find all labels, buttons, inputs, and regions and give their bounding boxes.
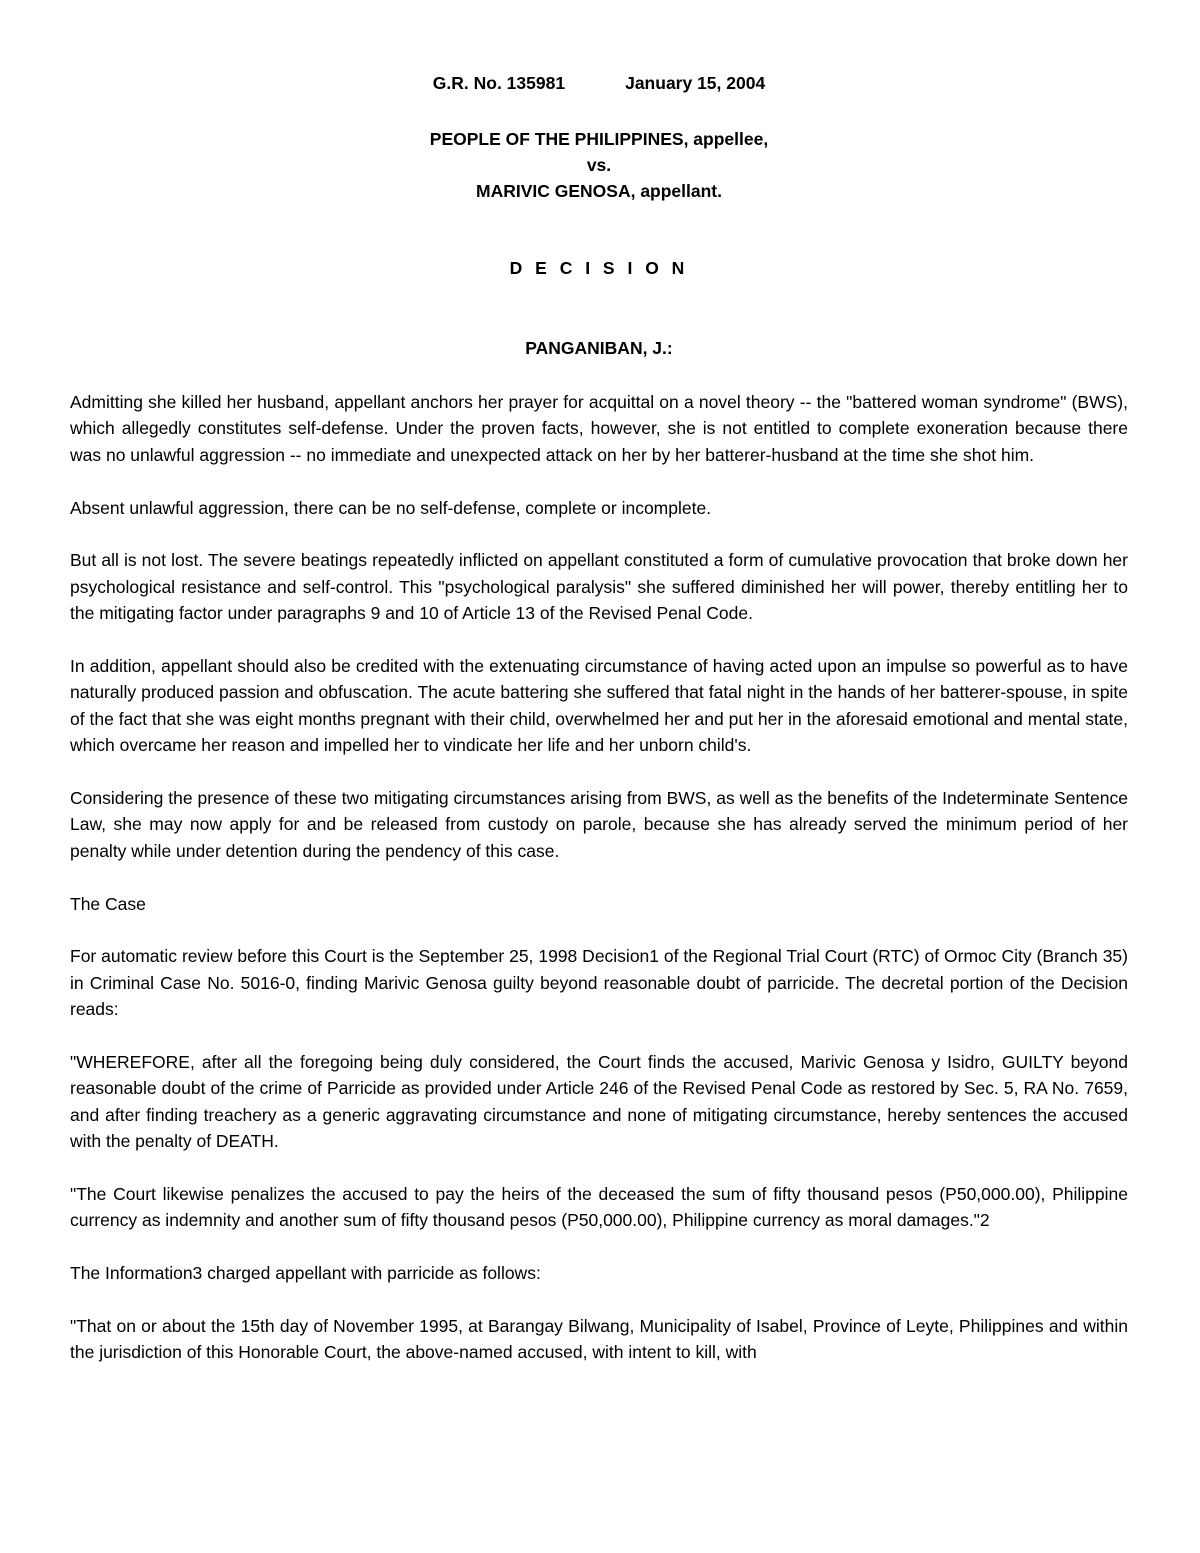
appellant-line: MARIVIC GENOSA, appellant.: [476, 181, 722, 201]
paragraph: Absent unlawful aggression, there can be no self-defense, complete or incomplete.: [70, 497, 712, 518]
decision-date: January 15, 2004: [625, 73, 766, 93]
quoted-paragraph: "That on or about the 15th day of November 1995, at Barangay Bilwang, Municipality of Isabel, Province of Leyte, Philippines and within the jurisdiction of this Honorable Court, the above-named accused, with intent to kill, with: [70, 1316, 1128, 1363]
paragraph: Considering the presence of these two mitigating circumstances arising from BWS, as well as the benefits of the Indeterminate Sentence Law, she may now apply for and be released from custody on parole, because she has already served the minimum period of her penalty while under detention during the pendency of this case.: [70, 788, 1128, 861]
decision-heading: D E C I S I O N: [509, 258, 689, 278]
appellee-line: PEOPLE OF THE PHILIPPINES, appellee,: [429, 129, 769, 149]
paragraph: Admitting she killed her husband, appellant anchors her prayer for acquittal on a novel theory -- the "battered woman syndrome" (BWS), which allegedly constitutes self-defense. Under the proven facts, however, she is not entitled to complete exoneration because there was no unlawful aggression -- no immediate and unexpected attack on her by her batterer-husband at the time she shot him.: [70, 392, 1128, 465]
case-header-line: [70, 73, 1128, 94]
paragraph: The Information3 charged appellant with parricide as follows:: [70, 1263, 541, 1284]
gr-number: G.R. No. 135981: [432, 73, 566, 93]
ponente-heading: PANGANIBAN, J.:: [525, 338, 673, 358]
paragraph: For automatic review before this Court is the September 25, 1998 Decision1 of the Regional Trial Court (RTC) of Ormoc City (Branch 35) in Criminal Case No. 5016-0, finding Marivic Genosa guilty beyond reasonable doubt of parricide. The decretal portion of the Decision reads:: [70, 946, 1128, 1020]
quoted-paragraph: "WHEREFORE, after all the foregoing being duly considered, the Court finds the accused, Marivic Genosa y Isidro, GUILTY beyond reasonable doubt of the crime of Parricide as provided under Article 246 of the Revised Penal Code as restored by Sec. 5, RA No. 7659, and after finding treachery as a generic aggravating circumstance and none of mitigating circumstance, hereby sentences the accused with the penalty of DEATH.: [70, 1052, 1128, 1152]
versus-line: vs.: [586, 155, 612, 175]
quoted-paragraph: "The Court likewise penalizes the accused to pay the heirs of the deceased the sum of fifty thousand pesos (P50,000.00), Philippine currency as indemnity and another sum of fifty thousand pesos (P50,000.00), Philippine currency as moral damages."2: [70, 1184, 1128, 1231]
decision-body: [70, 389, 1128, 1392]
case-parties: [70, 126, 1128, 204]
paragraph: But all is not lost. The severe beatings repeatedly inflicted on appellant constituted a form of cumulative provocation that broke down her psychological resistance and self-control. This "psychological paralysis" she suffered diminished her will power, thereby entitling her to the mitigating factor under paragraphs 9 and 10 of Article 13 of the Revised Penal Code.: [70, 550, 1128, 624]
paragraph: In addition, appellant should also be credited with the extenuating circumstance of having acted upon an impulse so powerful as to have naturally produced passion and obfuscation. The acute battering she suffered that fatal night in the hands of her batterer-spouse, in spite of the fact that she was eight months pregnant with their child, overwhelmed her and put her in the aforesaid emotional and mental state, which overcame her reason and impelled her to vindicate her life and her unborn child's.: [70, 656, 1128, 756]
section-heading: The Case: [70, 893, 146, 914]
